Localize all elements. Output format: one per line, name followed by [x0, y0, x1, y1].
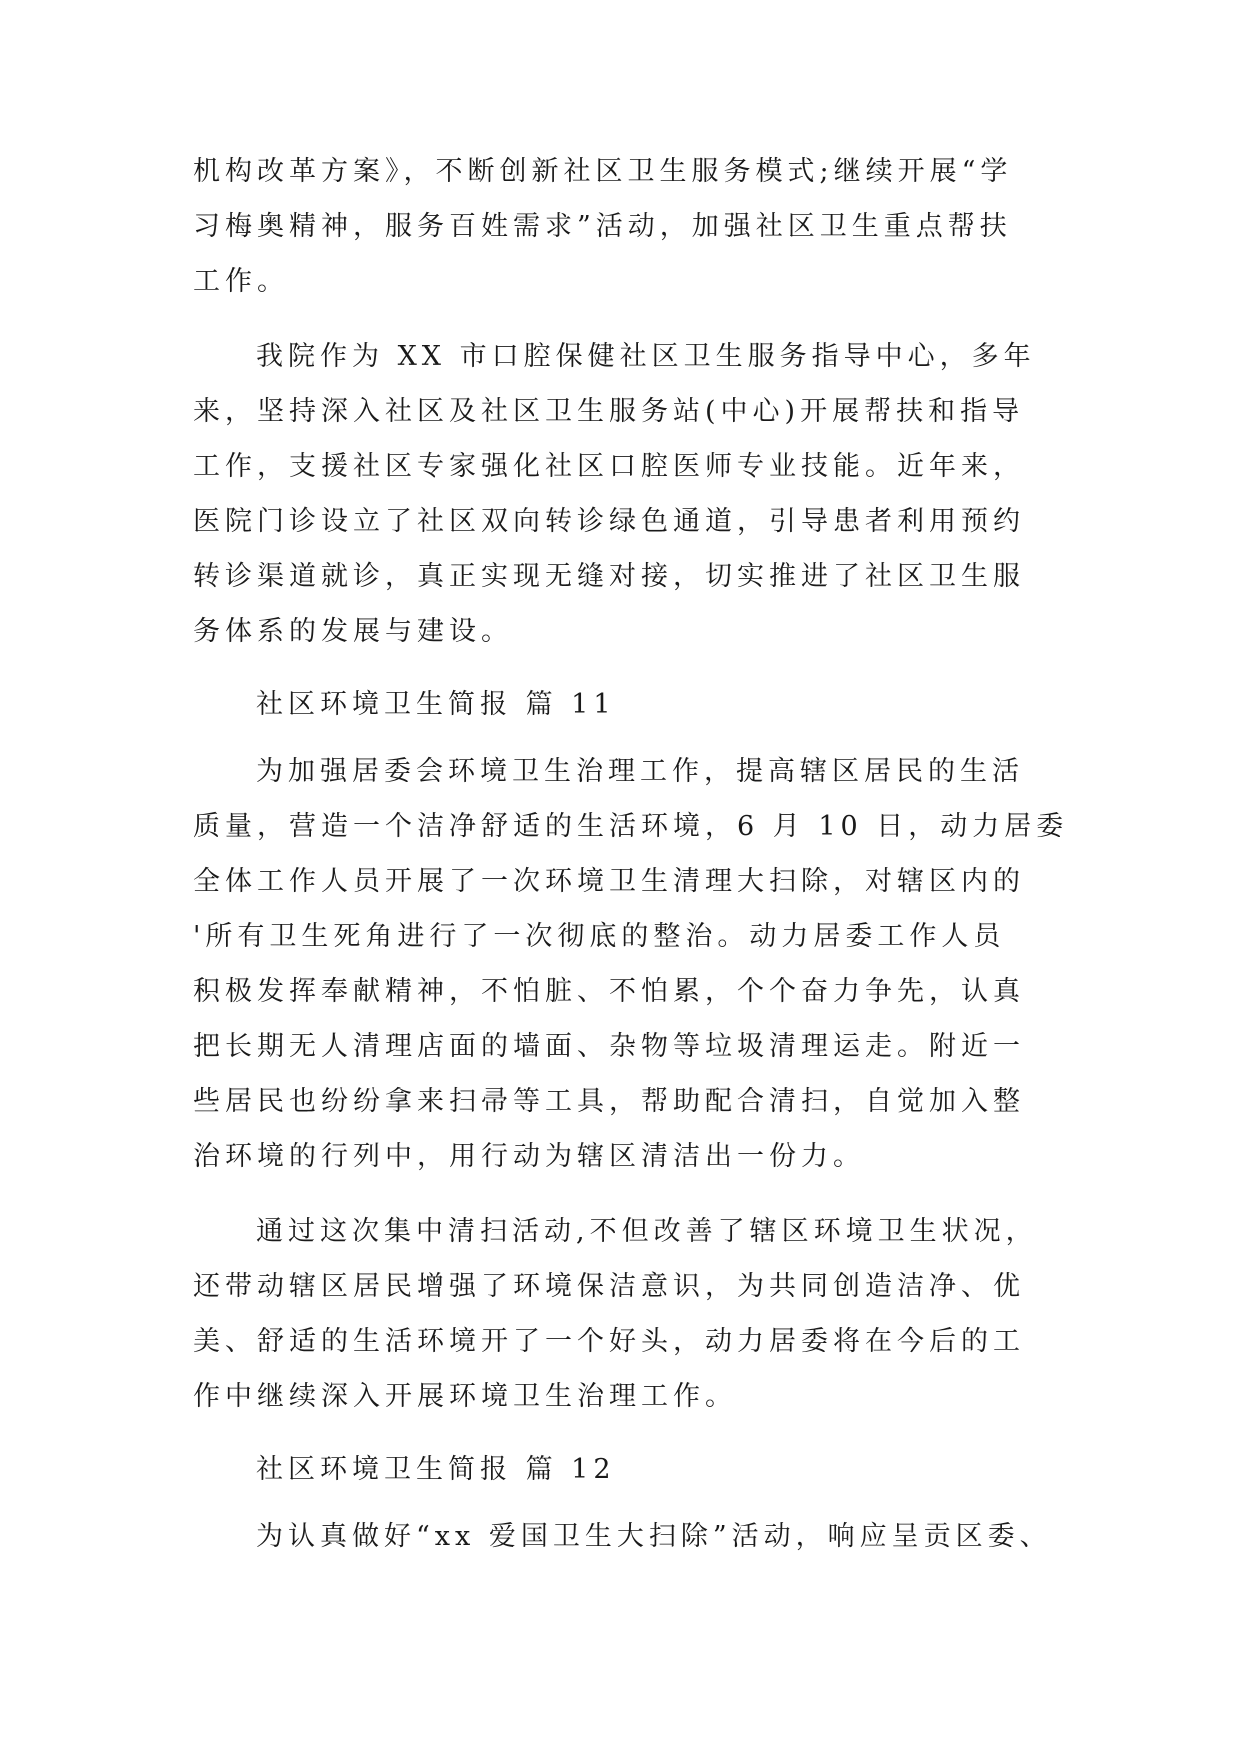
- text-line: 工作，支援社区专家强化社区口腔医师专业技能。近年来，: [193, 451, 1025, 482]
- text-line: 把长期无人清理店面的墙面、杂物等垃圾清理运走。附近一: [193, 1031, 1025, 1062]
- text-line: 务体系的发展与建设。: [193, 616, 513, 647]
- text-line: 全体工作人员开展了一次环境卫生清理大扫除，对辖区内的: [193, 866, 1025, 897]
- text-line: 治环境的行列中，用行动为辖区清洁出一份力。: [193, 1141, 865, 1172]
- text-line: 机构改革方案》，不断创新社区卫生服务模式;继续开展“学: [193, 156, 1013, 187]
- paragraph-first-line: 我院作为 XX 市口腔保健社区卫生服务指导中心，多年: [256, 341, 1036, 372]
- paragraph-first-line: 通过这次集中清扫活动,不但改善了辖区环境卫生状况，: [256, 1216, 1038, 1247]
- paragraph-first-line: 为认真做好“xx 爱国卫生大扫除”活动，响应呈贡区委、: [256, 1521, 1052, 1552]
- paragraph-first-line: 为加强居委会环境卫生治理工作，提高辖区居民的生活: [256, 756, 1024, 787]
- text-line: 些居民也纷纷拿来扫帚等工具，帮助配合清扫，自觉加入整: [193, 1086, 1025, 1117]
- text-line: '所有卫生死角进行了一次彻底的整治。动力居委工作人员: [193, 921, 1006, 952]
- text-line: 来，坚持深入社区及社区卫生服务站(中心)开展帮扶和指导: [193, 396, 1025, 427]
- text-line: 作中继续深入开展环境卫生治理工作。: [193, 1381, 737, 1412]
- section-heading-12: 社区环境卫生简报 篇 12: [256, 1454, 616, 1485]
- section-heading-11: 社区环境卫生简报 篇 11: [256, 689, 616, 720]
- text-line: 还带动辖区居民增强了环境保洁意识，为共同创造洁净、优: [193, 1271, 1025, 1302]
- text-line: 美、舒适的生活环境开了一个好头，动力居委将在今后的工: [193, 1326, 1025, 1357]
- text-line: 积极发挥奉献精神，不怕脏、不怕累，个个奋力争先，认真: [193, 976, 1025, 1007]
- text-line: 工作。: [193, 266, 289, 297]
- text-line: 质量，营造一个洁净舒适的生活环境，6 月 10 日，动力居委: [193, 811, 1069, 842]
- text-line: 习梅奥精神，服务百姓需求”活动，加强社区卫生重点帮扶: [193, 211, 1012, 242]
- text-line: 医院门诊设立了社区双向转诊绿色通道，引导患者利用预约: [193, 506, 1025, 537]
- text-line: 转诊渠道就诊，真正实现无缝对接，切实推进了社区卫生服: [193, 561, 1025, 592]
